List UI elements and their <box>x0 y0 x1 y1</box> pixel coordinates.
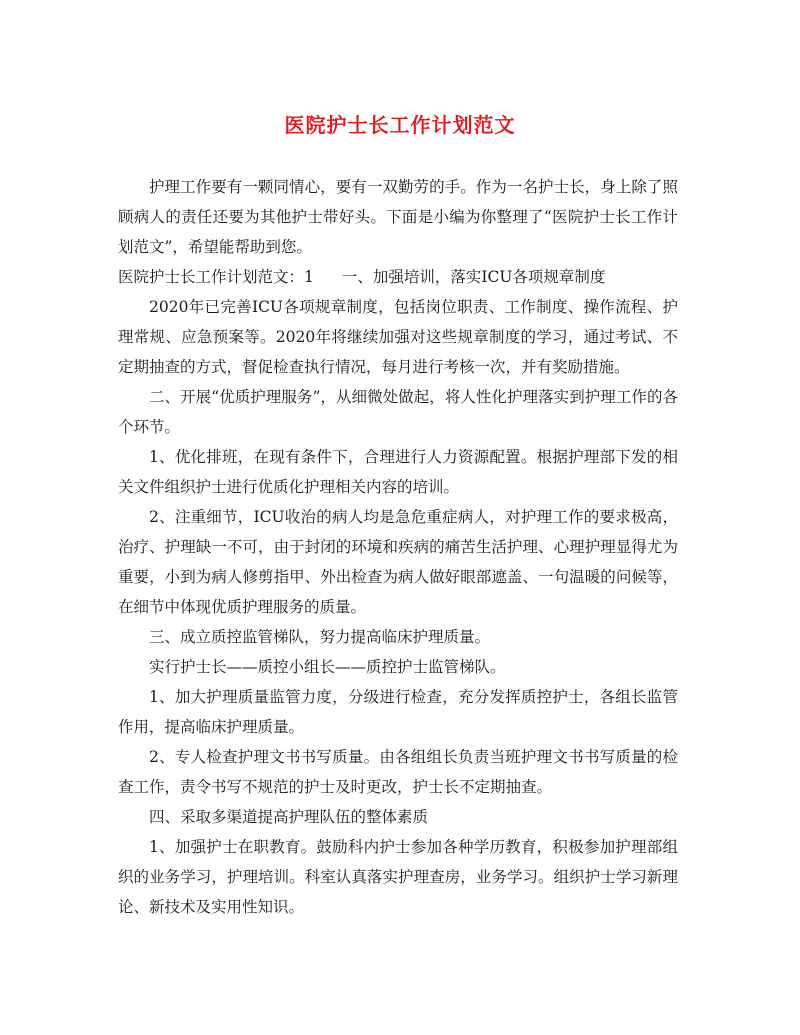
paragraph: 1、优化排班，在现有条件下，合理进行人力资源配置。根据护理部下发的相关文件组织护士进行优质化护理相关内容的培训。 <box>118 448 678 496</box>
document-body <box>118 172 678 922</box>
paragraph: 2、专人检查护理文书书写质量。由各组组长负责当班护理文书书写质量的检查工作，责令书写不规范的护士及时更改，护士长不定期抽查。 <box>118 748 678 796</box>
paragraph: 实行护士长——质控小组长——质控护士监管梯队。 <box>149 658 506 676</box>
document-title: 医院护士长工作计划范文 <box>284 113 516 137</box>
paragraph: 1、加大护理质量监管力度，分级进行检查，充分发挥质控护士，各组长监管作用，提高临床护理质量。 <box>118 688 678 736</box>
heading-section: 一、加强培训，落实ICU各项规章制度 <box>341 268 606 286</box>
paragraph: 二、开展“优质护理服务”，从细微处做起，将人性化护理落实到护理工作的各个环节。 <box>118 388 678 436</box>
section-heading-line <box>118 262 678 292</box>
paragraph: 三、成立质控监管梯队，努力提高临床护理质量。 <box>149 628 491 646</box>
paragraph: 2020年已完善ICU各项规章制度，包括岗位职责、工作制度、操作流程、护理常规、应急预案等。2020年将继续加强对这些规章制度的学习，通过考试、不定期抽查的方式，督促检查执行情况，每月进行考核一次，并有奖励措施。 <box>118 298 678 376</box>
heading-label: 医院护士长工作计划范文：1 <box>118 268 314 286</box>
intro-paragraph: 护理工作要有一颗同情心，要有一双勤劳的手。作为一名护士长，身上除了照顾病人的责任还要为其他护士带好头。下面是小编为你整理了“医院护士长工作计划范文”，希望能帮助到您。 <box>118 178 678 256</box>
paragraph: 2、注重细节，ICU收治的病人均是急危重症病人，对护理工作的要求极高，治疗、护理缺一不可，由于封闭的环境和疾病的痛苦生活护理、心理护理显得尤为重要，小到为病人修剪指甲、外出检查为病人做好眼部遮盖、一句温暖的问候等，在细节中体现优质护理服务的质量。 <box>118 508 678 616</box>
paragraph: 1、加强护士在职教育。鼓励科内护士参加各种学历教育，积极参加护理部组织的业务学习，护理培训。科室认真落实护理查房，业务学习。组织护士学习新理论、新技术及实用性知识。 <box>118 838 678 916</box>
paragraph: 四、采取多渠道提高护理队伍的整体素质 <box>149 808 429 826</box>
